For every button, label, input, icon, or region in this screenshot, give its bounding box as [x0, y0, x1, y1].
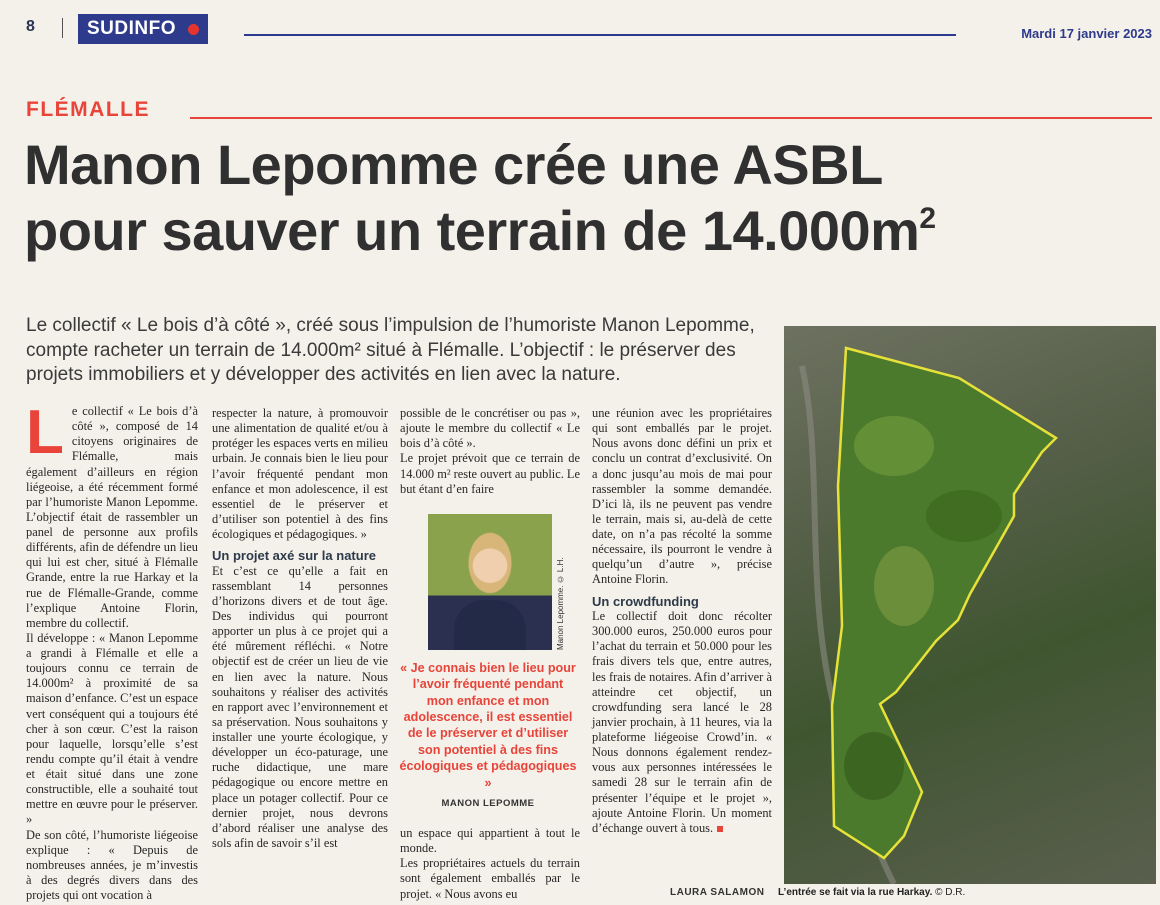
subhead-projet-nature: Un projet axé sur la nature [212, 548, 376, 564]
tree-cluster [926, 490, 1002, 542]
column-4 [592, 406, 772, 836]
col4-paragraph-1: une réunion avec les propriétaires qui sont emballés par le projet. Nous avons donc défini un prix et conclu un contrat d’exclusivité. On a donc jusqu’au mois de mai pour rassembler la somme demandée. D’ici là, ils ne peuvent pas vendre le terrain, mais si, au-delà de cette date, on n’a pas récolté la somme nécessaire, ils pourront le vendre à quelqu’un d’autre », précise Antoine Florin. [592, 406, 772, 587]
portrait-figure [454, 600, 526, 650]
photo-credit: Manon Lepomme. © L.H. [556, 557, 565, 650]
aerial-photo-drawing [784, 326, 1156, 884]
aerial-photo [784, 326, 1156, 884]
headline-line-2: pour sauver un terrain de 14.000m [24, 199, 920, 263]
end-of-article-icon [717, 826, 723, 832]
column-3-top [400, 406, 580, 497]
header-separator [62, 18, 63, 38]
page-number: 8 [26, 18, 35, 35]
header-rule [244, 34, 956, 36]
col4-paragraph-2-text: Le collectif doit donc récolter 300.000 euros, 250.000 euros pour l’achat du terrain et 50.000 pour les frais divers tels que, entre autres, les frais de notaires. Afin d’arriver à atteindre cet objectif, un crowdfunding sera lancé le 28 janvier prochain, à 11 heures, via la plateforme liégeoise Crowd’in. « Nous donnons également rendez-vous aux personnes intéressées le samedi 28 sur le terrain afin de présenter l’équipe et le projet », ajoute Antoine Florin. Un moment d’échange ouvert à tous. [592, 609, 772, 835]
col4-paragraph-2 [592, 609, 772, 836]
page-header [0, 14, 1160, 48]
column-1 [26, 398, 198, 903]
article-lead: Le collectif « Le bois d’à côté », créé sous l’impulsion de l’humoriste Manon Lepomme, compte racheter un terrain de 14.000m² situé à Flémalle. L’objectif : le préserver des projets immobiliers et y développer des activités en lien avec la nature. [26, 315, 755, 386]
col3-paragraph-3: un espace qui appartient à tout le monde. [400, 826, 580, 856]
kicker-rule [190, 117, 1152, 119]
photo-caption [778, 887, 965, 898]
pull-quote: « Je connais bien le lieu pour l’avoir fréquenté pendant mon enfance et mon adolescence, il est essentiel de le préserver et d’utiliser son potentiel à des fins écologiques et pédagogiques » [399, 661, 577, 790]
col3-paragraph-2: Le projet prévoit que ce terrain de 14.000 m² reste ouvert au public. Le but étant d’en faire [400, 451, 580, 496]
pull-quote-author: MANON LEPOMME [441, 798, 535, 809]
column-3-bottom [400, 826, 580, 902]
portrait-photo [428, 514, 552, 650]
subhead-crowdfunding: Un crowdfunding [592, 593, 699, 609]
headline-superscript: 2 [919, 202, 936, 236]
col3-paragraph-4: Les propriétaires actuels du terrain sont également emballés par le projet. « Nous avons eu [400, 856, 580, 901]
col2-paragraph-1: respecter la nature, à promouvoir une alimentation de qualité et/ou à protéger les espaces verts en milieu urbain. Je connais bien le lieu pour l’avoir fréquenté pendant mon enfance et mon adolescence, il est essentiel de le préserver et d’utiliser son potentiel à des fins écologiques et pédagogiques. » [212, 406, 388, 541]
column-2 [212, 406, 388, 851]
tree-cluster [854, 416, 934, 476]
sudinfo-logo [78, 14, 208, 44]
section-kicker: FLÉMALLE [26, 98, 150, 121]
tree-cluster [844, 732, 904, 800]
headline [24, 132, 1154, 264]
col1-paragraph-3: De son côté, l’humoriste liégeoise explique : « Depuis de nombreuses années, je m’investis à des degrés divers dans des projets qui ont vocation à [26, 827, 198, 902]
logo-text: SUDINFO [87, 18, 176, 39]
issue-date: Mardi 17 janvier 2023 [1021, 26, 1152, 41]
photo-caption-text: L’entrée se fait via la rue Harkay. [778, 887, 933, 898]
col1-paragraph-2: Il développe : « Manon Lepomme a grandi à Flémalle et elle a toujours connu ce terrain de 14.000m² à proximité de sa maison d’enfance. C’est un espace vert conséquent qui a toujours été cher à son cœur. C’est la raison pour laquelle, lorsqu’elle s’est rendu compte qu’il était à vendre et était situé dans une zone constructible, elle a souhaité tout mettre en œuvre pour le préserver. » [26, 630, 198, 827]
col2-paragraph-2: Et c’est ce qu’elle a fait en rassemblant 14 personnes d’horizons divers et de tout âge. Des individus qui pourront apporter un plus à ce projet qui a été mûrement réfléchi. « Notre objectif est de créer un lieu de vie en lien avec la nature. Nous souhaitons y réaliser des activités en rapport avec l’environnement et sa préservation. Nous souhaitons y installer une yourte écologique, y développer un éco-paturage, une ruche didactique, une mare pédagogique ou encore mettre en place un potager collectif. Pour ce dernier projet, nous devrons d’abord réaliser une analyse des sols afin de savoir s’il est [212, 563, 388, 850]
drop-cap: L [26, 398, 64, 467]
tree-cluster [874, 546, 934, 626]
byline: LAURA SALAMON [670, 887, 765, 898]
logo-dot-icon [188, 24, 199, 35]
photo-caption-credit: © D.R. [935, 887, 966, 898]
headline-line-1: Manon Lepomme crée une ASBL [24, 133, 883, 196]
col3-paragraph-1: possible de le concrétiser ou pas », ajoute le membre du collectif « Le bois d’à côté ». [400, 406, 580, 451]
col1-paragraph-1: e collectif « Le bois d’à côté », composé de 14 citoyens originaires de Flémalle, mais également d’ailleurs en région liégeoise, a été récemment formé par l’humoriste Manon Lepomme. L’objectif était de rassembler un panel de personne aux profils différents, afin de défendre un lieu qui lui est cher, situé à Flémalle Grande, entre la rue Harkay et la rue de Flémalle-Grande, comme l’explique Antoine Florin, membre du collectif. [26, 404, 198, 630]
